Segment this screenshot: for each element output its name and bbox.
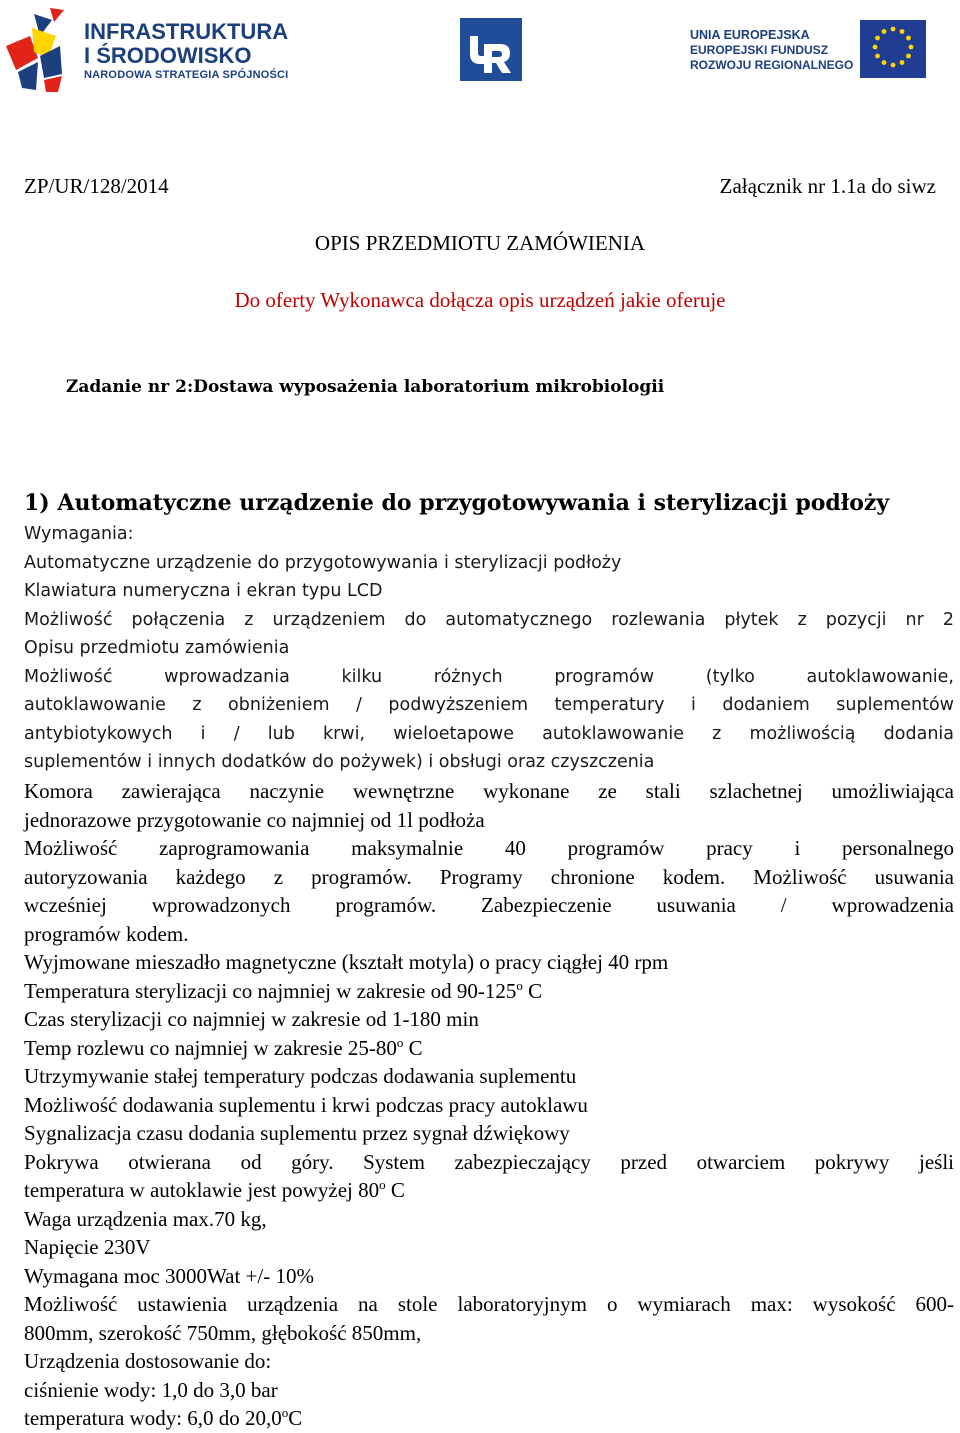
pour-temperature-text: Temp rozlewu co najmniej w zakresie 25-80 [24, 1035, 397, 1060]
reference-number: ZP/UR/128/2014 [24, 174, 169, 198]
spec-line: Komora zawierająca naczynie wewnętrzne wykonane ze stali szlachetnej umożliwiająca [24, 779, 954, 803]
header-logos [0, 0, 960, 100]
flag-star-icon [4, 6, 84, 92]
sterilization-time-line: Czas sterylizacji co najmniej w zakresie od 1-180 min [24, 1007, 479, 1031]
lid-temperature-unit: C [385, 1178, 405, 1202]
spec-line: ciśnienie wody: 1,0 do 3,0 bar [24, 1377, 278, 1402]
spec-line: Waga urządzenia max.70 kg, [24, 1206, 267, 1231]
specification-block [24, 777, 954, 1433]
page-title: OPIS PRZEDMIOTU ZAMÓWIENIA [314, 231, 646, 255]
spec-line: autoryzowania każdego z programów. Programy chronione kodem. Możliwość usuwania [24, 864, 954, 889]
sterilization-temperature-text: Temperatura sterylizacji co najmniej w zakresie od 90-125 [24, 978, 517, 1003]
sterilization-temperature-line [24, 977, 954, 1006]
lid-temperature-line [24, 1176, 954, 1205]
water-temperature-line [24, 1404, 954, 1433]
degree-mark: o [516, 977, 523, 993]
pour-temperature-unit: C [403, 1035, 423, 1060]
requirement-line: Możliwość połączenia z urządzeniem do automatycznego rozlewania płytek z pozycji nr 2 [24, 609, 954, 630]
degree-mark: o [281, 1405, 289, 1420]
logo-line-2: I ŚRODOWISKO [84, 43, 252, 68]
spec-line: Pokrywa otwierana od góry. System zabezpieczający przed otwarciem pokrywy jeśli [24, 1149, 954, 1174]
eu-logo-line-1: UNIA EUROPEJSKA [690, 28, 810, 42]
spec-line: Możliwość ustawienia urządzenia na stole laboratoryjnym o wymiarach max: wysokość 600- [24, 1292, 954, 1316]
ur-monogram-icon [460, 18, 522, 81]
spec-line: Wymagana moc 3000Wat +/- 10% [24, 1263, 314, 1288]
spec-line: Utrzymywanie stałej temperatury podczas dodawania suplementu [24, 1064, 577, 1088]
spec-line: Możliwość zaprogramowania maksymalnie 40 programów pracy i personalnego [24, 836, 954, 860]
degree-mark: o [379, 1177, 386, 1192]
spec-line: Urządzenia dostosowanie do: [24, 1349, 272, 1373]
spec-line: Sygnalizacja czasu dodania suplementu przez sygnał dźwiękowy [24, 1121, 570, 1145]
eu-logo-line-3: ROZWOJU REGIONALNEGO [690, 58, 854, 72]
requirement-line: autoklawowanie z obniżeniem / podwyższeniem temperatury i dodaniem suplementów [24, 695, 954, 715]
spec-line: jednorazowe przygotowanie co najmniej od 1l podłoża [24, 807, 485, 832]
eu-logo-line-2: EUROPEJSKI FUNDUSZ [690, 43, 829, 57]
task-heading: Zadanie nr 2:Dostawa wyposażenia laboratorium mikrobiologii [66, 377, 665, 397]
spec-line: Napięcie 230V [24, 1235, 151, 1259]
logo-line-3: NARODOWA STRATEGIA SPÓJNOŚCI [84, 69, 289, 81]
spec-line: Możliwość dodawania suplementu i krwi podczas pracy autoklawu [24, 1092, 588, 1117]
spec-line: wcześniej wprowadzonych programów. Zabezpieczenie usuwania / wprowadzenia [24, 893, 954, 917]
sterilization-temperature-unit: C [522, 978, 543, 1003]
requirements-block [24, 520, 954, 777]
requirement-line: Opisu przedmiotu zamówienia [24, 638, 290, 658]
spec-line: programów kodem. [24, 921, 189, 946]
requirement-line: suplementów i innych dodatków do pożywek) i obsługi oraz czyszczenia [24, 752, 655, 772]
ur-logo [460, 18, 522, 81]
pour-temperature-line [24, 1034, 954, 1063]
requirement-line: Możliwość wprowadzania kilku różnych programów (tylko autoklawowanie, [24, 666, 954, 687]
eu-logo-text [690, 28, 853, 73]
water-temperature-text: temperatura wody: 6,0 do 20,0 [24, 1406, 282, 1430]
water-temperature-unit: C [288, 1406, 303, 1430]
eu-flag-icon [860, 20, 926, 78]
spec-line: 800mm, szerokość 750mm, głębokość 850mm, [24, 1320, 422, 1345]
requirements-label: Wymagania: [24, 524, 134, 544]
requirement-line: antybiotykowych i / lub krwi, wieloetapowe autoklawowanie z możliwością dodania [24, 723, 954, 744]
logo-line-1: INFRASTRUKTURA [84, 19, 289, 44]
eu-logo [690, 28, 960, 88]
infrastruktura-logo [4, 6, 294, 92]
degree-mark: o [396, 1034, 404, 1050]
infrastruktura-wordmark [84, 20, 288, 82]
page-subtitle: Do oferty Wykonawca dołącza opis urządzeń jakie oferuje [234, 288, 726, 312]
attachment-label: Załącznik nr 1.1a do siwz [719, 174, 936, 198]
lid-temperature-text: temperatura w autoklawie jest powyżej 80 [24, 1178, 380, 1202]
requirement-line: Klawiatura numeryczna i ekran typu LCD [24, 581, 383, 601]
spec-line: Wyjmowane mieszadło magnetyczne (kształt motyla) o pracy ciągłej 40 rpm [24, 950, 669, 974]
item-heading: 1) Automatyczne urządzenie do przygotowywania i sterylizacji podłoży [24, 490, 890, 516]
requirement-line: Automatyczne urządzenie do przygotowywania i sterylizacji podłoży [24, 552, 622, 573]
